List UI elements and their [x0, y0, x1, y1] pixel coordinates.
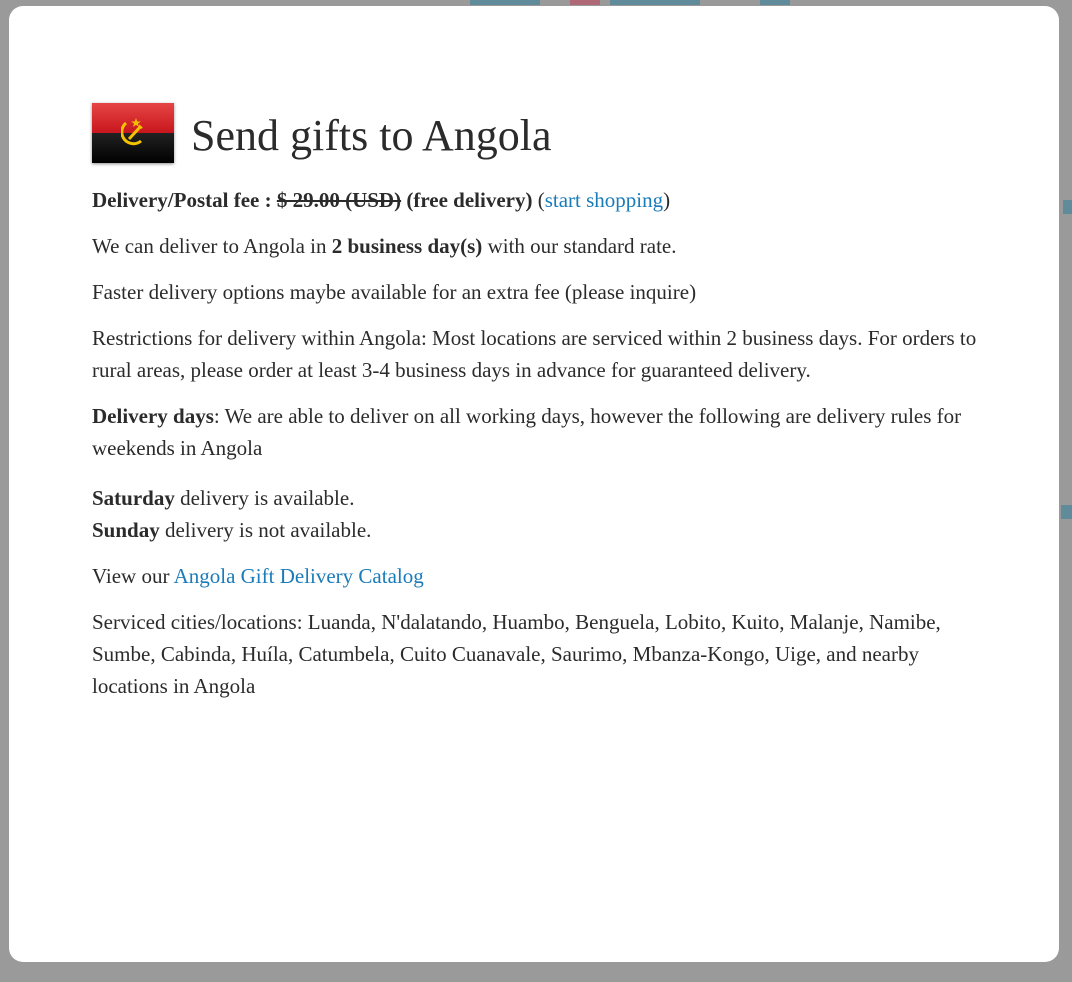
catalog-prefix: View our [92, 564, 170, 588]
page-title: Send gifts to Angola [191, 111, 552, 160]
catalog-link[interactable]: Angola Gift Delivery Catalog [173, 564, 424, 588]
background-map-shape [610, 0, 700, 5]
faster-delivery-note: Faster delivery options maybe available for an extra fee (please inquire) [92, 280, 697, 304]
start-shopping-link[interactable]: start shopping [544, 188, 664, 212]
delivery-days-text: : We are able to deliver on all working days, however the following are delivery rules for weekends in Angola [92, 404, 962, 460]
standard-delivery-line [92, 230, 977, 262]
standard-prefix: We can deliver to Angola in [92, 234, 327, 258]
catalog-line [92, 560, 977, 592]
sunday-status: delivery is not available. [164, 518, 372, 542]
weekend-delivery-rules [92, 482, 977, 546]
title-row [92, 100, 977, 166]
delivery-restrictions: Restrictions for delivery within Angola: Most locations are serviced within 2 business days. For orders to rural areas, please order at least 3-4 business days in advance for guaranteed delivery. [92, 326, 977, 382]
sunday-label: Sunday [92, 518, 160, 542]
standard-delivery-time: 2 business day(s) [331, 234, 483, 258]
background-map-shape [1063, 200, 1072, 214]
paren-close: ) [663, 188, 671, 212]
delivery-days-label: Delivery days [92, 404, 214, 428]
background-map-shape [570, 0, 600, 5]
saturday-label: Saturday [92, 486, 175, 510]
old-price: $ 29.00 (USD) [276, 188, 402, 212]
background-map-shape [470, 0, 540, 5]
delivery-days-note [92, 400, 977, 464]
standard-suffix: with our standard rate. [487, 234, 677, 258]
angola-flag-icon [92, 103, 174, 163]
serviced-cities: Serviced cities/locations: Luanda, N'dalatando, Huambo, Benguela, Lobito, Kuito, Malanje, Namibe, Sumbe, Cabinda, Huíla, Catumbela, Cuito Cuanavale, Saurimo, Mbanza-Kongo, Uige, and nearby locations in Angola [92, 610, 941, 698]
background-map-shape [760, 0, 790, 5]
free-delivery-label: (free delivery) [406, 188, 533, 212]
paren-open: ( [537, 188, 545, 212]
delivery-info-modal [9, 6, 1059, 962]
fee-label: Delivery/Postal fee : [92, 188, 272, 212]
delivery-fee-line [92, 184, 977, 216]
saturday-status: delivery is available. [180, 486, 355, 510]
background-map-shape [1061, 505, 1072, 519]
spacer [92, 464, 977, 482]
